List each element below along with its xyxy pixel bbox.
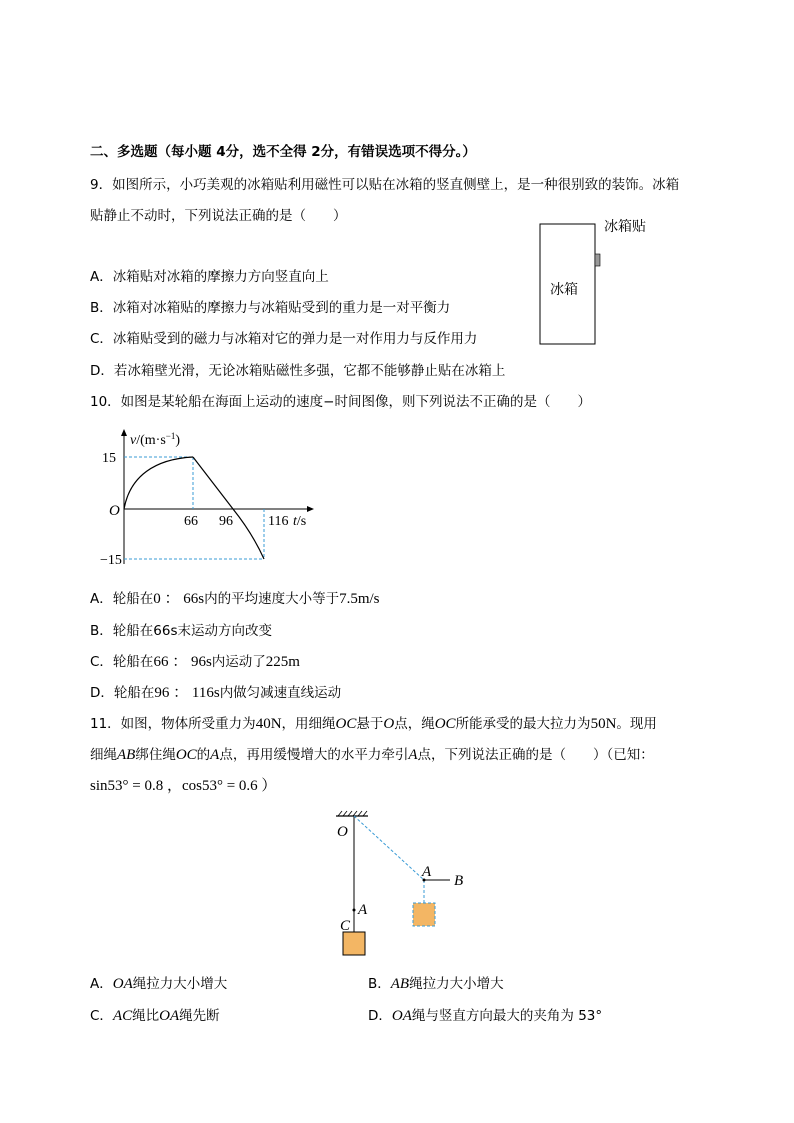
q11-stem-line3: sin53° = 0.8 ，cos53° = 0.6 ） xyxy=(90,778,277,794)
q10-d-mid: 内做匀减速直线运动 xyxy=(219,685,342,701)
weight-box-displaced xyxy=(413,903,435,926)
q9-stem-line1: 9．如图所示，小巧美观的冰箱贴利用磁性可以贴在冰箱的竖直侧壁上，是一种很别致的装饰。冰箱 xyxy=(90,177,680,193)
y-axis-label: $v/(m\cdot s^{-1})$ xyxy=(130,431,181,448)
ceiling-hatch xyxy=(338,811,367,816)
q11-l1-a: 11．如图，物体所受重力为 xyxy=(90,716,256,732)
q11-c-math2: OA xyxy=(159,1008,180,1024)
q9-option-c: C．冰箱贴受到的磁力与冰箱对它的弹力是一对作用力与反作用力 xyxy=(90,331,478,347)
point-a-left xyxy=(353,909,356,912)
q11-a-text: 绳拉力大小增大 xyxy=(132,976,228,992)
fridge-label: 冰箱 xyxy=(550,282,578,298)
q10-a-interval: 0 ： 66s xyxy=(153,591,205,607)
label-b: B xyxy=(454,873,464,889)
q11-l2-ab: AB xyxy=(117,747,136,763)
x-tick-66: 66 xyxy=(184,514,198,529)
q11-l2-e: 的 xyxy=(196,747,211,763)
q10-a-prefix: A．轮船在 xyxy=(90,591,154,607)
q11-stem-line2 xyxy=(90,746,654,764)
accel-curve xyxy=(124,457,193,509)
y-tick-neg15: −15 xyxy=(100,553,122,568)
q10-stem: 10．如图是某轮船在海面上运动的速度−时间图像，则下列说法不正确的是（ ） xyxy=(90,394,591,410)
q10-a-mid: 内的平均速度大小等于 xyxy=(204,591,340,607)
q11-l1-g: 点，绳 xyxy=(394,716,435,732)
q11-l2-a: 细绳 xyxy=(90,747,117,763)
label-o: O xyxy=(337,824,348,840)
q11-d-text: 绳与竖直方向最大的夹角为 53° xyxy=(411,1008,603,1024)
q10-vt-graph xyxy=(100,424,330,572)
q11-l2-i: 点，下列说法正确的是（ ）（已知： xyxy=(417,747,654,763)
q11-option-b: B．AB绳拉力大小增大 xyxy=(368,976,504,992)
decel-line xyxy=(193,457,233,509)
q11-option-a: A．OA绳拉力大小增大 xyxy=(90,976,228,992)
q11-d-math: OA xyxy=(391,1008,412,1024)
label-a-left: A xyxy=(358,902,368,918)
q11-l1-maxforce: 50N xyxy=(590,716,617,732)
q11-b-math: AB xyxy=(390,976,410,992)
q9-stem-line2: 贴静止不动时，下列说法正确的是（ ） xyxy=(90,208,347,224)
q10-c-prefix: C．轮船在 xyxy=(90,654,154,670)
q11-l1-weight: 40N xyxy=(255,716,282,732)
q11-l2-a-point: A xyxy=(210,747,220,763)
label-c: C xyxy=(340,918,351,934)
q11-l1-k: 。现用 xyxy=(616,716,657,732)
q11-l1-o: O xyxy=(383,716,395,732)
y-tick-15: 15 xyxy=(102,451,116,466)
x-tick-116: 116 xyxy=(268,514,289,529)
q11-c-mid: 绳比 xyxy=(132,1008,160,1024)
q10-option-d xyxy=(90,684,341,702)
q10-d-prefix: D．轮船在 xyxy=(90,685,155,701)
q11-option-d: D．OA绳与竖直方向最大的夹角为 53° xyxy=(368,1008,603,1024)
q9-option-d: D．若冰箱壁光滑，无论冰箱贴磁性多强，它都不能够静止贴在冰箱上 xyxy=(90,363,506,379)
section-heading: 二、多选题（每小题 4分，选不全得 2分，有错误选项不得分。） xyxy=(90,144,476,160)
q9-option-b: B．冰箱对冰箱贴的摩擦力与冰箱贴受到的重力是一对平衡力 xyxy=(90,300,451,316)
q10-option-a xyxy=(90,590,380,608)
q11-rope-figure xyxy=(328,810,478,962)
reverse-curve xyxy=(233,509,264,559)
q10-c-value: 225m xyxy=(265,654,300,670)
q11-l1-i: 所能承受的最大拉力为 xyxy=(455,716,591,732)
q9-option-a: A．冰箱贴对冰箱的摩擦力方向竖直向上 xyxy=(90,269,329,285)
q10-c-interval: 66 ： 96s xyxy=(153,654,212,670)
origin-label: O xyxy=(109,503,120,519)
rope-oa-displaced xyxy=(354,816,424,880)
x-axis-label: t/s xyxy=(293,514,307,529)
q11-l2-oc: OC xyxy=(175,747,197,763)
weight-box xyxy=(343,932,365,955)
q10-option-c xyxy=(90,653,300,671)
magnet-shape xyxy=(595,254,600,266)
q11-b-text: 绳拉力大小增大 xyxy=(409,976,504,992)
q11-l1-oc2: OC xyxy=(434,716,456,732)
x-tick-96: 96 xyxy=(219,514,233,529)
q11-l2-c: 绑住绳 xyxy=(135,747,176,763)
q11-option-c: C．AC绳比OA绳先断 xyxy=(90,1008,220,1024)
q10-d-interval: 96 ： 116s xyxy=(154,685,220,701)
label-a-right: A xyxy=(422,864,432,880)
q11-c-math1: AC xyxy=(112,1008,133,1024)
q9-fridge-figure xyxy=(536,214,666,349)
q10-a-value: 7.5m/s xyxy=(339,591,380,607)
q11-l2-g: 点，再用缓慢增大的水平力牵引 xyxy=(219,747,409,763)
q11-l1-oc: OC xyxy=(335,716,357,732)
q10-option-b: B．轮船在66s末运动方向改变 xyxy=(90,623,272,639)
magnet-label: 冰箱贴 xyxy=(604,219,646,235)
q11-l1-e: 悬于 xyxy=(356,716,384,732)
q10-c-mid: 内运动了 xyxy=(211,654,266,670)
q11-stem-line1 xyxy=(90,715,657,733)
q11-l2-a-point2: A xyxy=(408,747,418,763)
q11-a-math: OA xyxy=(112,976,133,992)
q11-l1-c: ，用细绳 xyxy=(281,716,336,732)
q11-c-text: 绳先断 xyxy=(179,1008,220,1024)
